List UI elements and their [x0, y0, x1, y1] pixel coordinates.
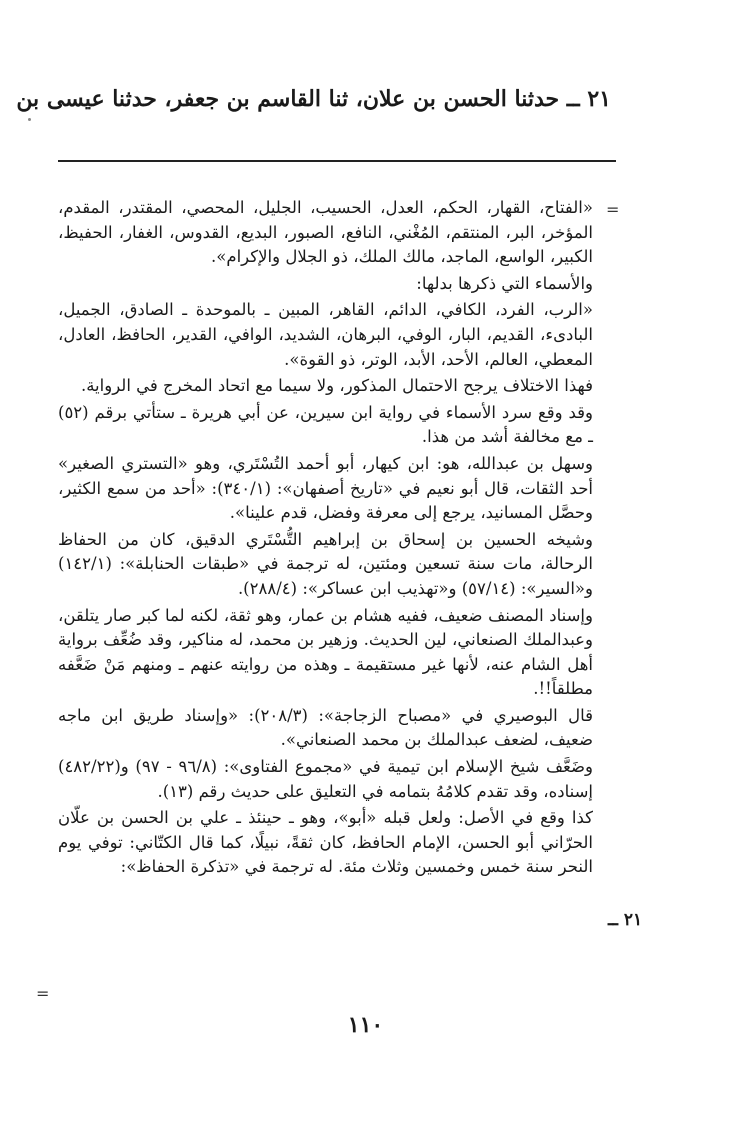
footnote-text: كذا وقع في الأصل: ولعل قبله «أبو»، وهو ـ حينئذ ـ علي بن الحسن بن علّان الحرّاني أبو الحسن، الإمام الحافظ، كان ثقةً، نبيلًا، كما قال الكتّاني: توفي يوم النحر سنة خمس وخمسين وثلاث مئة. له ترجمة في «تذكرة الحفاظ»:: [58, 808, 593, 877]
paragraph: وإسناد المصنف ضعيف، ففيه هشام بن عمار، وهو ثقة، لكنه لما كبر صار يتلقن، وعبدالملك الصنعاني، لين الحديث. وزهير بن محمد، له مناكير، وقد ضُعِّف برواية أهل الشام عنه، لأنها غير مستقيمة ـ وهذه من روايته عنهم ـ ومنهم مَنْ ضَعَّفه مطلقاً!!.: [58, 605, 593, 699]
paragraph: «الفتاح، القهار، الحكم، العدل، الحسيب، الجليل، المحصي، المقتدر، المقدم، المؤخر، البر، المنتقم، المُغْني، النافع، الصبور، البديع، القدوس، الغفار، الحفيظ، الكبير، الواسع، الماجد، مالك الملك، ذو الجلال والإكرام».: [58, 198, 593, 267]
main-text: [58, 196, 593, 882]
footnote-number: ٢١ ــ: [608, 910, 643, 930]
paragraph: وسهل بن عبدالله، هو: ابن كيهار، أبو أحمد التُسْتَري، وهو «التستري الصغير» أحد الثقات، قال أبو نعيم في «تاريخ أصفهان»: (٣٤٠/١): «أحد من سمع الكثير، وحصَّل المسانيد، يرجع إلى معرفة وفضل، قدم علينا».: [58, 453, 593, 523]
paragraph: والأسماء التي ذكرها بدلها:: [416, 273, 593, 293]
speck-dot: [28, 118, 31, 121]
page-number: ١١٠: [347, 1012, 384, 1038]
continuation-mark-bottom: =: [36, 984, 50, 1003]
running-header: ٢١ ــ حدثنا الحسن بن علان، ثنا القاسم بن جعفر، حدثنا عيسى بن: [16, 86, 611, 112]
paragraph: وقد وقع سرد الأسماء في رواية ابن سيرين، عن أبي هريرة ـ ستأتي برقم (٥٢) ـ مع مخالفة أشد من هذا.: [58, 402, 593, 447]
paragraph: قال البوصيري في «مصباح الزجاجة»: (٢٠٨/٣): «وإسناد طريق ابن ماجه ضعيف، لضعف عبدالملك بن محمد الصنعاني».: [58, 705, 593, 750]
header-rule: [58, 160, 616, 162]
paragraph: وضَعَّف شيخ الإسلام ابن تيمية في «مجموع الفتاوى»: (٩٦/٨ - ٩٧) و(٤٨٢/٢٢) إسناده، وقد تقدم كلامُهُ بتمامه في التعليق على حديث رقم (١٣).: [58, 757, 593, 801]
continuation-mark-top: =: [606, 200, 620, 219]
paragraph: «الرب، الفرد، الكافي، الدائم، القاهر، المبين ـ بالموحدة ـ الصادق، الجميل، البادىء، القديم، البار، الوفي، البرهان، الشديد، الوافي، القدير، الحافظ، العادل، المعطي، العالم، الأحد، الأبد، الوتر، ذو القوة».: [58, 300, 593, 369]
paragraph: فهذا الاختلاف يرجح الاحتمال المذكور، ولا سيما مع اتحاد المخرج في الرواية.: [80, 376, 593, 396]
paragraph: وشيخه الحسين بن إسحاق بن إبراهيم التُّسْتَري الدقيق، كان من الحفاظ الرحالة، مات سنة تسعين ومئتين، له ترجمة في «طبقات الحنابلة»: (١٤٢/١) و«السير»: (٥٧/١٤) و«تهذيب ابن عساكر»: (٢٨٨/٤).: [58, 529, 593, 598]
